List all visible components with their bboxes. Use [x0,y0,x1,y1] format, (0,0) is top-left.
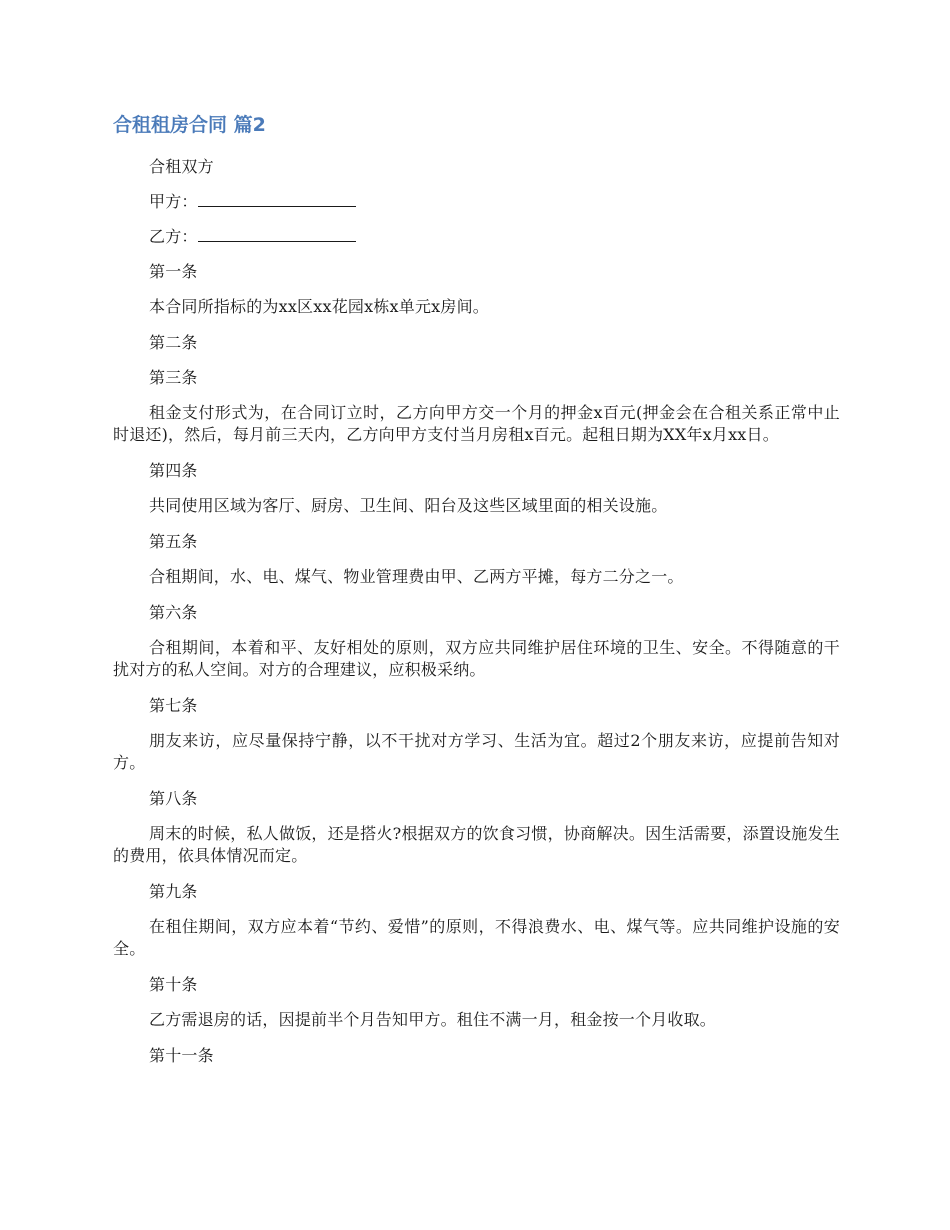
article-heading: 第四条 [149,461,198,480]
party-a-blank [198,192,356,207]
article-body: 乙方需退房的话，因提前半个月告知甲方。租住不满一月，租金按一个月收取。 [149,1010,717,1029]
article-body: 本合同所指标的为xx区xx花园x栋x单元x房间。 [149,297,489,316]
article-heading: 第一条 [149,262,198,281]
article-heading: 第六条 [149,603,198,622]
article-body: 合租期间，本着和平、友好相处的原则，双方应共同维护居住环境的卫生、安全。不得随意的干扰对方的私人空间。对方的合理建议，应积极采纳。 [113,638,840,679]
article-heading: 第五条 [149,532,198,551]
article-body: 共同使用区域为客厅、厨房、卫生间、阳台及这些区域里面的相关设施。 [149,496,668,515]
party-b-line [113,226,840,248]
article-body: 租金支付形式为，在合同订立时，乙方向甲方交一个月的押金x百元(押金会在合租关系正常中止时退还)，然后，每月前三天内，乙方向甲方支付当月房租x百元。起租日期为XX年x月xx日。 [113,403,840,444]
article-heading: 第七条 [149,696,198,715]
party-a-line [113,191,840,213]
document-page [113,110,840,1080]
article-body: 朋友来访，应尽量保持宁静，以不干扰对方学习、生活为宜。超过2个朋友来访，应提前告知对方。 [113,731,840,772]
article-heading: 第九条 [149,882,198,901]
article-body: 合租期间，水、电、煤气、物业管理费由甲、乙两方平摊，每方二分之一。 [149,567,684,586]
party-a-label: 甲方： [149,192,198,211]
article-heading: 第十一条 [149,1046,214,1065]
party-b-label: 乙方： [149,227,198,246]
article-body: 周末的时候，私人做饭，还是搭火?根据双方的饮食习惯，协商解决。因生活需要，添置设施发生的费用，依具体情况而定。 [113,824,840,865]
party-b-blank [198,227,356,242]
article-body: 在租住期间，双方应本着“节约、爱惜”的原则，不得浪费水、电、煤气等。应共同维护设施的安全。 [113,917,840,958]
article-heading: 第二条 [149,333,198,352]
article-heading: 第八条 [149,789,198,808]
parties-heading: 合租双方 [149,157,214,176]
article-heading: 第十条 [149,975,198,994]
document-title: 合租租房合同 篇2 [113,114,266,136]
article-heading: 第三条 [149,368,198,387]
